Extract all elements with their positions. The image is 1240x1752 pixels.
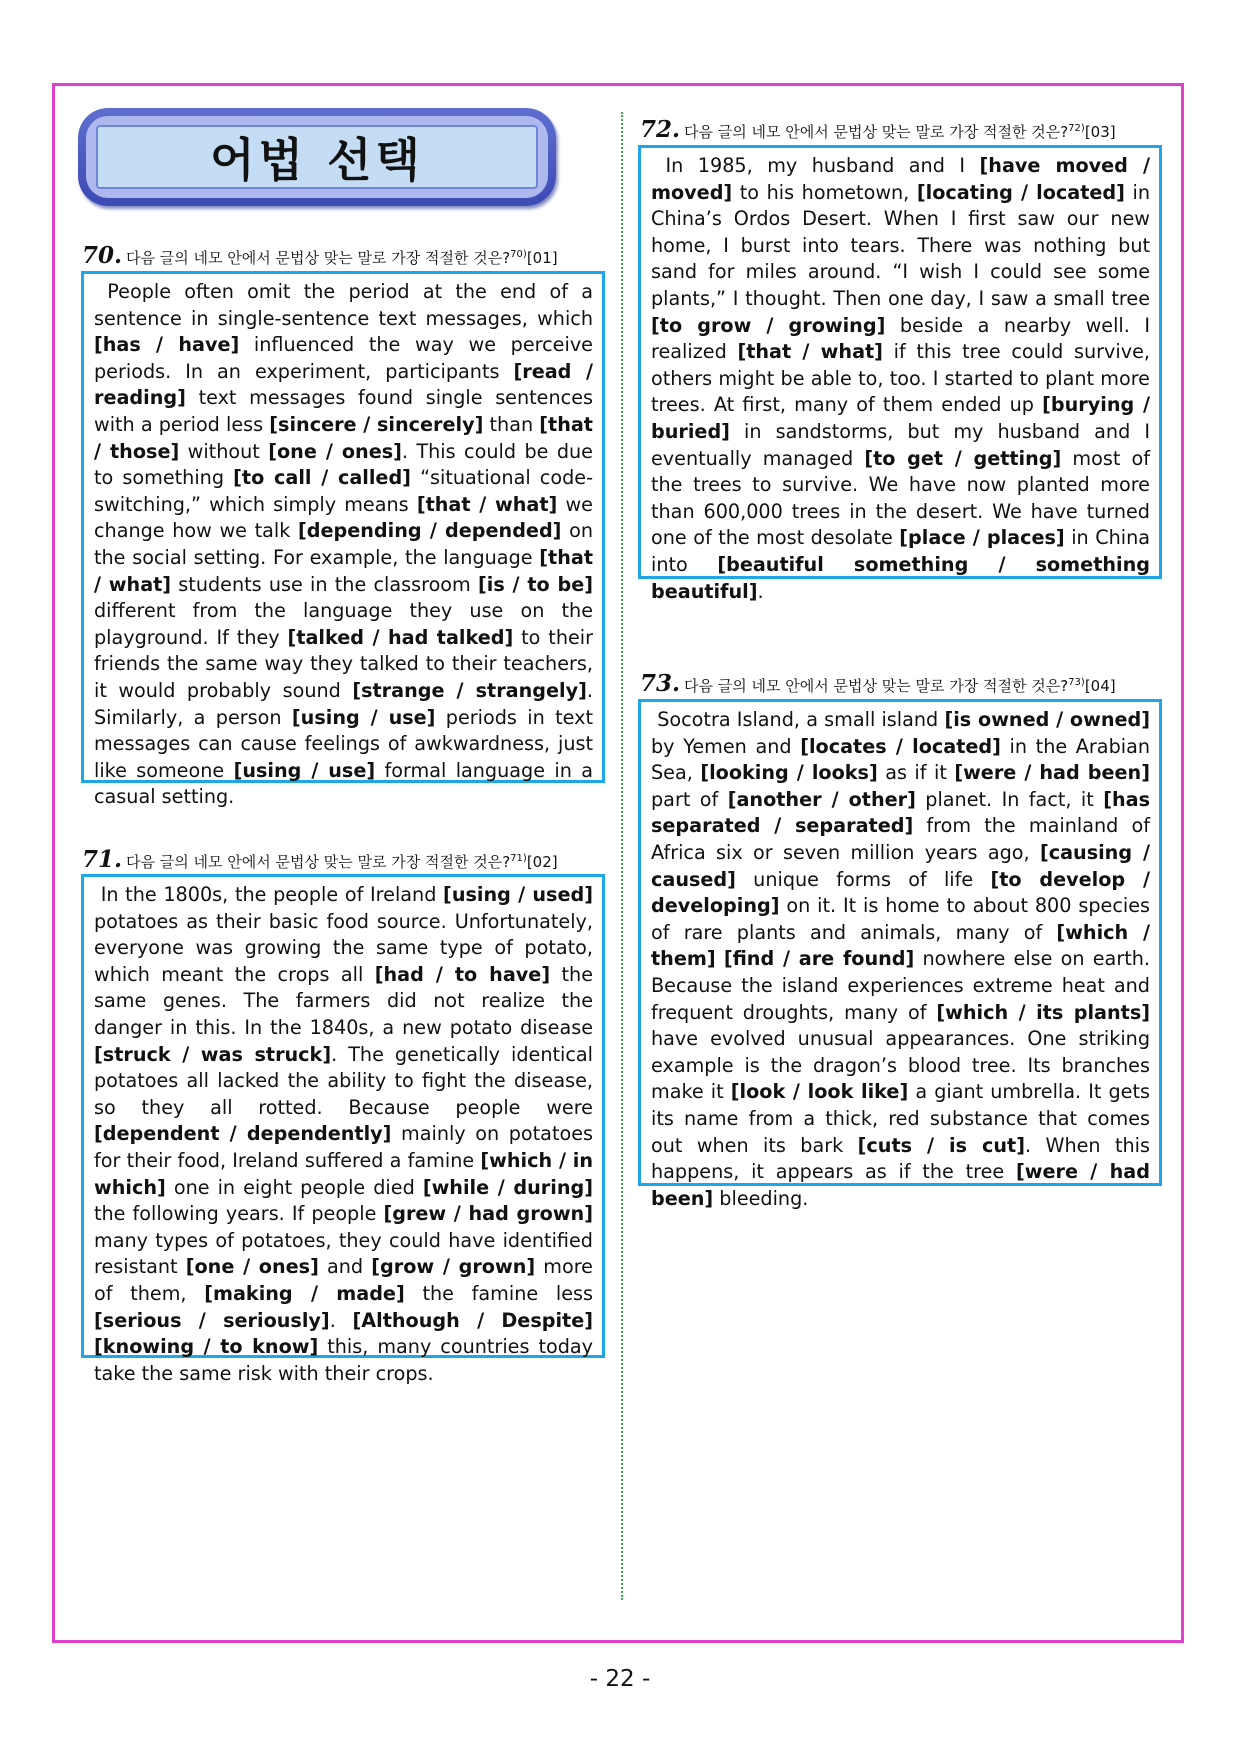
passage-segment: if this tree could survive, others might be able to, too. I started to plant more trees. At first, many of them ended up (651, 340, 1150, 417)
answer-choice: [talked / had talked] (287, 625, 514, 649)
question-code: [01] (526, 249, 558, 267)
question-code: [04] (1084, 677, 1116, 695)
passage-segment: different from the language they use on the playground. If they (94, 599, 593, 649)
answer-choice: [beautiful something / something beautiful] (651, 552, 1150, 603)
answer-choice: [knowing / to know] (94, 1335, 319, 1359)
passage-segment: students use in the classroom (171, 572, 478, 596)
question-number: 73. (640, 670, 681, 697)
passage-segment: by Yemen and (651, 734, 801, 758)
answer-choice: [which / them] (651, 920, 1150, 971)
question-instruction: 다음 글의 네모 안에서 문법상 맞는 말로 가장 적절한 것은? (126, 249, 511, 267)
answer-choice: [making / made] (204, 1281, 405, 1305)
passage-segment: from the mainland of Africa six or seven million years ago, (651, 814, 1150, 864)
passage-box (638, 699, 1162, 1210)
passage-segment: in China into (651, 526, 1150, 576)
answer-choice: [one / ones] (185, 1255, 319, 1279)
passage-segment: . When this happens, it appears as if the tree (651, 1133, 1150, 1184)
footnote-marker: 71) (510, 853, 527, 864)
title-banner (78, 108, 556, 206)
passage-segment: potatoes as their basic food source. Unfortunately, everyone was growing the same type of potato, which meant the crops all (94, 909, 593, 986)
passage-segment: have evolved unusual appearances. One striking example is the dragon’s blood tree. Its branches make it (651, 1027, 1150, 1104)
question-header (82, 242, 558, 269)
answer-choice: [strange / strangely] (352, 678, 587, 702)
answer-choice: [causing / caused] (651, 840, 1150, 891)
answer-choice: [were / had been] (651, 1160, 1150, 1210)
answer-choice: [have moved / moved] (651, 154, 1150, 204)
passage-segment: People often omit the period at the end of a sentence in single-sentence text messages, which (94, 280, 593, 330)
passage-segment: the famine less (404, 1281, 593, 1305)
question-instruction: 다음 글의 네모 안에서 문법상 맞는 말로 가장 적절한 것은? (684, 677, 1069, 695)
passage-text (651, 153, 1150, 605)
passage-segment: . (757, 579, 764, 603)
footnote-marker: 73) (1068, 677, 1085, 688)
answer-choice: [is owned / owned] (944, 708, 1150, 731)
answer-choice: [locating / located] (916, 180, 1125, 204)
answer-choice: [locates / located] (800, 734, 1001, 758)
answer-choice: [sincere / sincerely] (269, 412, 484, 436)
passage-text (651, 707, 1150, 1212)
passage-segment: planet. In fact, it (915, 787, 1104, 811)
answer-choice: [using / use] (233, 758, 376, 782)
answer-choice: [had / to have] (374, 962, 551, 986)
answer-choice: [using / use] (291, 705, 436, 729)
passage-segment: the same genes. The farmers did not realize the danger in this. In the 1840s, a new potato disease (94, 962, 593, 1039)
passage-segment: the following years. If people (94, 1202, 384, 1226)
footnote-marker: 72) (1068, 123, 1085, 134)
passage-segment: we change how we talk (94, 492, 593, 543)
passage-segment: part of (651, 787, 728, 811)
passage-segment: in China’s Ordos Desert. When I first saw our new home, I burst into tears. There was nothing but sand for miles around. “I wish I could see some plants,” I thought. Then one day, I saw a small tree (651, 180, 1150, 310)
passage-segment: “situational code-switching,” which simply means (94, 466, 593, 516)
answer-choice: [struck / was struck] (94, 1042, 332, 1066)
answer-choice: [to develop / developing] (651, 867, 1150, 918)
answer-choice: [which / in which] (94, 1148, 593, 1199)
passage-segment: on it. It is home to about 800 species of rare plants and animals, many of (651, 894, 1150, 944)
answer-choice: [look / look like] (730, 1080, 909, 1104)
question-instruction: 다음 글의 네모 안에서 문법상 맞는 말로 가장 적절한 것은? (126, 853, 511, 871)
answer-choice: [has separated / separated] (651, 787, 1151, 838)
passage-segment: . This could be due to something (94, 439, 593, 490)
question-number: 72. (640, 116, 681, 143)
passage-segment: a giant umbrella. It gets its name from a thick, red substance that comes out when its bark (651, 1080, 1151, 1157)
question-code: [02] (526, 853, 558, 871)
passage-segment: in the Arabian Sea, (651, 734, 1150, 785)
question-instruction: 다음 글의 네모 안에서 문법상 맞는 말로 가장 적절한 것은? (684, 123, 1069, 141)
passage-segment: than (483, 412, 540, 436)
answer-choice: [which / its plants] (936, 1000, 1151, 1024)
passage-segment: . The genetically identical potatoes all lacked the ability to fight the disease, so they all rotted. Because people were (94, 1042, 593, 1119)
answer-choice: [to call / called] (233, 466, 411, 490)
answer-choice: [were / had been] (954, 761, 1150, 785)
answer-choice: [grow / grown] (371, 1255, 536, 1279)
passage-segment: In 1985, my husband and I (665, 154, 980, 177)
passage-text (94, 882, 593, 1387)
page-number: - 22 - (589, 1666, 651, 1692)
answer-choice: [to get / getting] (864, 446, 1062, 470)
passage-segment: nowhere else on earth. Because the island experiences extreme heat and frequent droughts, many of (651, 947, 1150, 1024)
answer-choice: [has / have] (94, 333, 240, 357)
passage-segment: . (329, 1308, 353, 1332)
answer-choice: [grew / had grown] (383, 1202, 593, 1226)
passage-segment: text messages found single sentences with a period less (94, 386, 593, 436)
answer-choice: [to grow / growing] (651, 313, 886, 337)
answer-choice: [looking / looks] (700, 761, 878, 785)
answer-choice: [serious / seriously] (94, 1308, 330, 1332)
passage-segment: this, many countries today take the same risk with their crops. (94, 1335, 593, 1385)
passage-segment: as if it (877, 761, 955, 785)
passage-segment: unique forms of life (735, 867, 991, 891)
passage-segment: mainly on potatoes for their food, Ireland suffered a famine (94, 1122, 594, 1172)
answer-choice: [that / those] (94, 412, 593, 463)
passage-segment: formal language in a casual setting. (94, 758, 593, 809)
passage-segment: periods in text messages can cause feelings of awkwardness, just like someone (94, 705, 593, 782)
footnote-marker: 70) (510, 249, 527, 260)
answer-choice: [cuts / is cut] (857, 1133, 1025, 1157)
passage-box (81, 874, 605, 1385)
passage-segment: more of them, (94, 1255, 593, 1305)
question-number: 70. (82, 242, 123, 269)
passage-segment: without (179, 439, 269, 463)
passage-segment: to his hometown, (732, 180, 917, 204)
question-header (82, 846, 558, 873)
passage-segment: on the social setting. For example, the language (94, 519, 593, 569)
answer-choice: [that / what] (94, 545, 593, 596)
passage-segment: influenced the way we perceive periods. In an experiment, participants (94, 333, 593, 383)
answer-choice: [one / ones] (268, 439, 402, 463)
passage-segment: most of the trees to survive. We have now planted more than 600,000 trees in the desert. We have turned one of the most desolate (651, 446, 1150, 550)
passage-segment: In the 1800s, the people of Ireland (100, 883, 444, 906)
passage-segment (716, 947, 724, 970)
passage-segment: to their friends the same way they talked to their teachers, it would probably sound (94, 625, 594, 702)
answer-choice: [while / during] (422, 1175, 593, 1199)
question-number: 71. (82, 846, 123, 873)
answer-choice: [using / used] (443, 883, 593, 906)
passage-segment: . Similarly, a person (94, 678, 593, 729)
answer-choice: [another / other] (727, 787, 916, 811)
page-title: 어법 선택 (210, 133, 424, 187)
question-header (640, 670, 1116, 697)
answer-choice: [burying / buried] (651, 393, 1150, 443)
passage-segment: bleeding. (713, 1186, 809, 1210)
passage-text (94, 279, 593, 811)
passage-segment: and (318, 1255, 372, 1279)
passage-box (638, 145, 1162, 603)
answer-choice: [that / what] (737, 340, 883, 364)
answer-choice: [Although / Despite] (352, 1308, 594, 1332)
answer-choice: [find / are found] (723, 947, 915, 971)
passage-segment: beside a nearby well. I realized (651, 313, 1150, 364)
answer-choice: [read / reading] (94, 359, 593, 410)
passage-segment: one in eight people died (165, 1175, 423, 1199)
answer-choice: [that / what] (416, 492, 558, 516)
question-code: [03] (1084, 123, 1116, 141)
answer-choice: [depending / depended] (297, 519, 562, 543)
passage-segment: Socotra Island, a small island (657, 708, 945, 731)
passage-box (81, 271, 605, 809)
question-header (640, 116, 1116, 143)
column-divider (621, 112, 623, 1600)
passage-segment: in sandstorms, but my husband and I eventually managed (651, 419, 1150, 470)
passage-segment: many types of potatoes, they could have identified resistant (94, 1228, 593, 1279)
answer-choice: [place / places] (899, 526, 1065, 550)
answer-choice: [dependent / dependently] (94, 1122, 392, 1146)
answer-choice: [is / to be] (477, 572, 594, 596)
